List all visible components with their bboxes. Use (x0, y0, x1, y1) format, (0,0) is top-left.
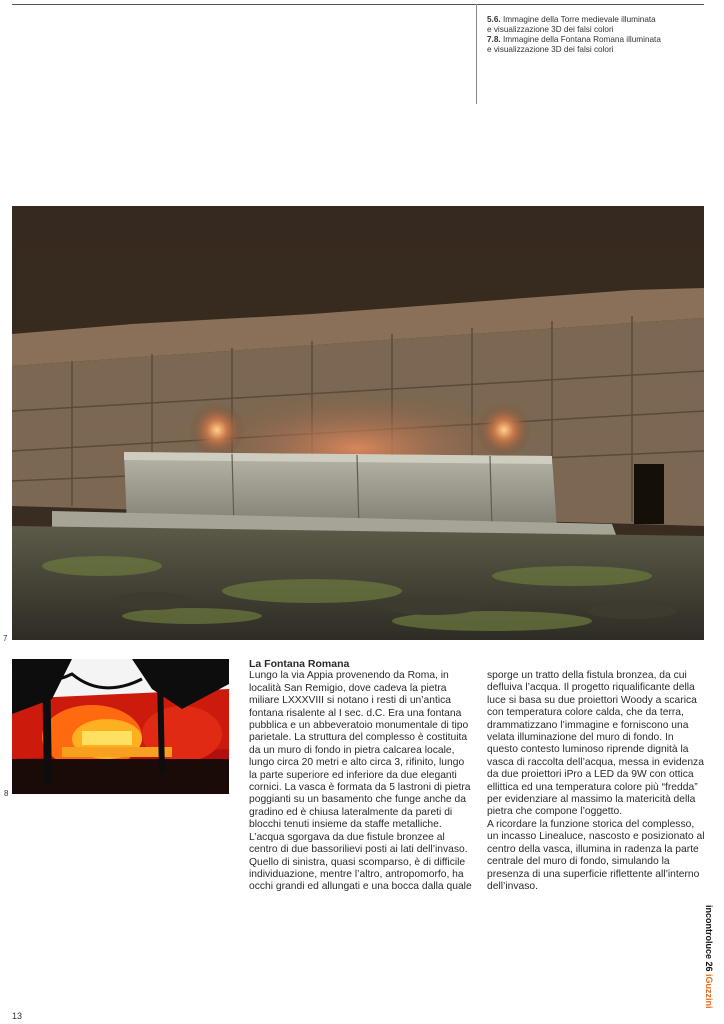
caption-text-2: e visualizzazione 3D dei falsi colori (487, 25, 614, 34)
figure-captions (487, 15, 707, 55)
caption-text-1: Immagine della Torre medievale illuminata (502, 15, 656, 24)
caption-line-3 (487, 35, 707, 45)
article-column-2 (487, 670, 707, 893)
page-number: 13 (12, 1011, 23, 1021)
article-text-col2-p2: A ricordare la funzione storica del complesso, un incasso Linealuce, nascosto e posizionato al centro della vasca, illumina in radenza la parte centrale del muro di fondo, simulando la presenza di una superficie riflettente all’interno dell’invaso. (487, 818, 705, 892)
caption-line-1 (487, 15, 707, 25)
brand-logo: iGuzzini (704, 974, 714, 1009)
caption-divider (476, 4, 477, 104)
caption-number-78: 7.8. (487, 35, 501, 44)
fountain-night-photo (12, 206, 704, 640)
article-text-col2-p1: sporge un tratto della fistula bronzea, da cui defluiva l’acqua. Il progetto riqualificante della luce si basa su due proiettori Woody a scarica con temperatura colore calda, che da terra, drammatizzano l’immagine e forniscono una velata illuminazione del muro di fondo. In questo contesto luminoso riprende dignità la vasca di raccolta dell’acqua, messa in evidenza da due proiettori iPro a LED da 9W con ottica ellittica ed una temperatura colore più “fredda” per evidenziare al massimo la matericità della pietra che compone l’oggetto. (487, 670, 704, 818)
article-column-1 (249, 658, 475, 894)
caption-text-4: e visualizzazione 3D dei falsi colori (487, 45, 614, 54)
top-rule (12, 4, 704, 5)
magazine-name: incontroluce 26 (704, 905, 714, 972)
figure-number-7: 7 (3, 634, 8, 643)
article-heading: La Fontana Romana (249, 658, 350, 670)
figure-number-8: 8 (4, 789, 9, 798)
false-color-render (12, 659, 229, 794)
caption-text-3: Immagine della Fontana Romana illuminata (502, 35, 661, 44)
caption-number-56: 5.6. (487, 15, 501, 24)
side-branding (700, 905, 714, 1009)
article-text-col1: Lungo la via Appia provenendo da Roma, in località San Remigio, dove cadeva la pietra miliare LXXXVIII si notano i resti di un’antica fontana risalente al I sec. d.C. Era una fontana pubblica e un abbeveratoio monumentale di tipo parietale. La struttura del complesso è costituita da un muro di fondo in pietra calcarea locale, lungo circa 20 metri e alto circa 3, rifinito, lungo la parte superiore ed inferiore da due eleganti cornici. La vasca è formata da 5 lastroni di pietra poggianti su un basamento che funge anche da gradino ed è chiusa lateralmente da pareti di blocchi tenuti insieme da staffe metalliche. L’acqua sgorgava da due fistule bronzee al centro di due bassorilievi posti ai lati dell’invaso. Quello di sinistra, quasi scomparso, è di difficile individuazione, mentre l’altro, antropomorfo, ha occhi grandi ed allungati e una bocca dalla quale (249, 670, 472, 893)
